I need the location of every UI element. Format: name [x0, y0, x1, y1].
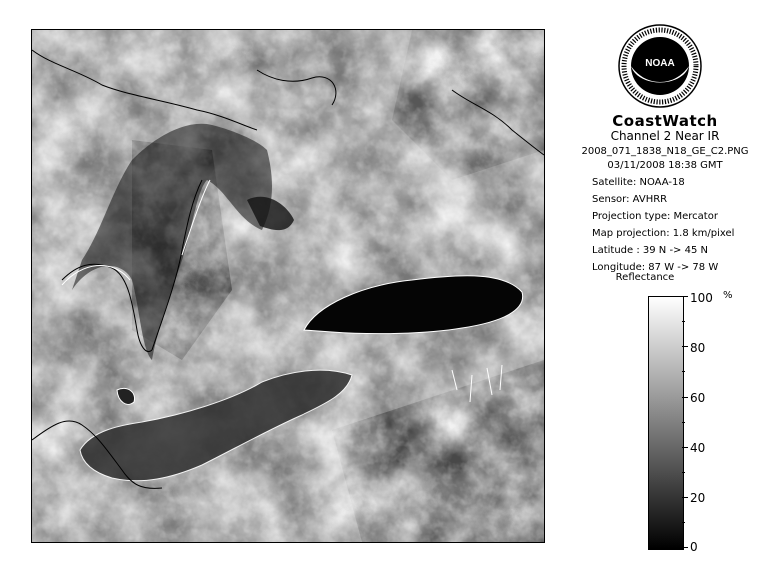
- colorbar-label-100: 100: [690, 291, 713, 305]
- colorbar-minor-tick: [682, 321, 685, 322]
- colorbar-label-20: 20: [690, 491, 706, 505]
- colorbar-minor-tick: [682, 371, 685, 372]
- colorbar-label-60: 60: [690, 391, 706, 405]
- colorbar-tick: [682, 397, 688, 398]
- longitude-range: Longitude: 87 W -> 78 W: [592, 262, 719, 273]
- brand-title: CoastWatch: [612, 112, 718, 130]
- satellite-info: Satellite: NOAA-18: [592, 177, 685, 188]
- colorbar-tick: [682, 497, 688, 498]
- projection-type: Projection type: Mercator: [592, 211, 718, 222]
- satellite-map-svg: [32, 30, 544, 542]
- colorbar-minor-tick: [682, 472, 685, 473]
- colorbar-tick: [682, 447, 688, 448]
- noaa-logo-text: NOAA: [645, 58, 675, 69]
- colorbar-minor-tick: [682, 422, 685, 423]
- colorbar-label-40: 40: [690, 441, 706, 455]
- channel-label: Channel 2 Near IR: [610, 129, 720, 143]
- colorbar-title: Reflectance: [615, 272, 675, 283]
- noaa-logo: [618, 24, 702, 108]
- datetime: 03/11/2008 18:38 GMT: [607, 160, 723, 171]
- colorbar-label-0: 0: [690, 540, 698, 554]
- filename: 2008_071_1838_N18_GE_C2.PNG: [581, 146, 749, 157]
- sensor-info: Sensor: AVHRR: [592, 194, 668, 205]
- colorbar-tick: [682, 346, 688, 347]
- colorbar-tick: [682, 547, 688, 548]
- colorbar-unit: %: [723, 290, 733, 301]
- satellite-image: [31, 29, 545, 543]
- colorbar-minor-tick: [682, 522, 685, 523]
- colorbar: [648, 296, 684, 550]
- map-projection: Map projection: 1.8 km/pixel: [592, 228, 735, 239]
- latitude-range: Latitude : 39 N -> 45 N: [592, 245, 708, 256]
- colorbar-tick: [682, 296, 688, 297]
- colorbar-label-80: 80: [690, 341, 706, 355]
- noaa-seal-icon: [618, 24, 702, 108]
